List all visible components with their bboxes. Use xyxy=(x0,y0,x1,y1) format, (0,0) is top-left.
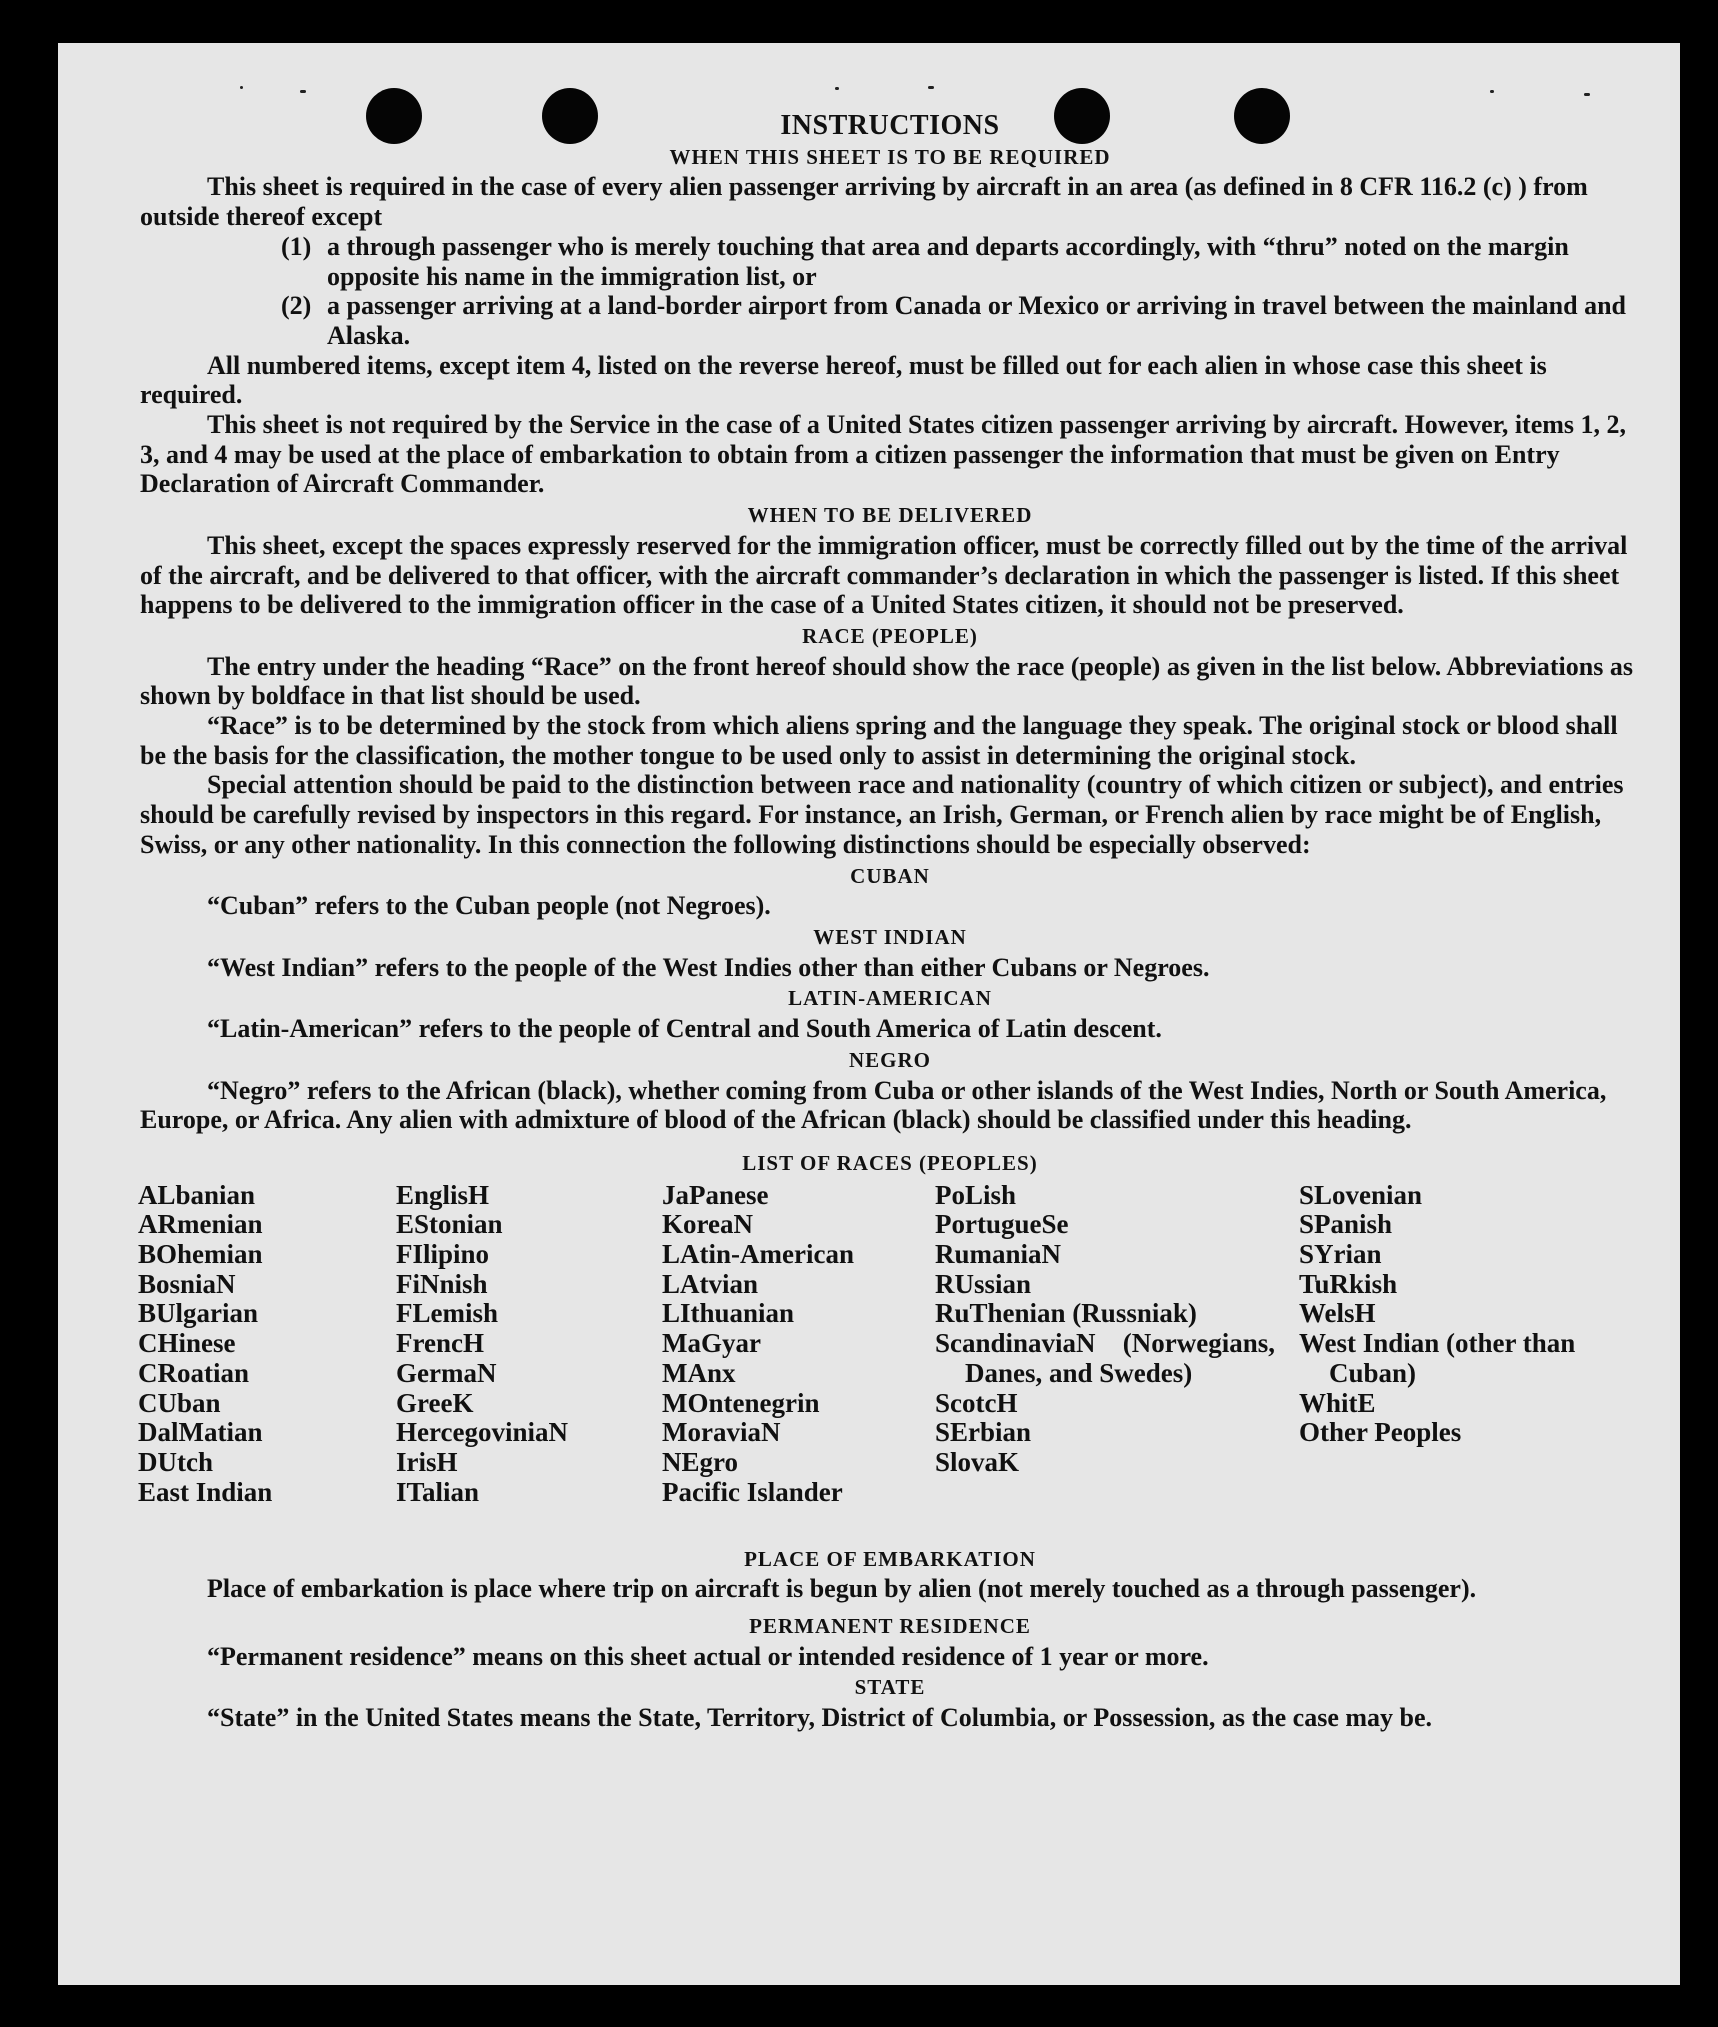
list-item xyxy=(140,291,1640,350)
speck xyxy=(240,86,243,89)
race-entry: ScandinaviaN (Norwegians, Danes, and Swedes) xyxy=(935,1328,1275,1388)
heading-race: RACE (PEOPLE) xyxy=(802,623,978,648)
race-entry: FLemish xyxy=(396,1298,499,1329)
race-entry: EnglisH xyxy=(396,1179,490,1210)
race-entry: PortugueSe xyxy=(935,1209,1069,1240)
paragraph: This sheet, except the spaces expressly reserved for the immigration officer, must be correctly filled out by the time of the arrival of the aircraft, and be delivered to that officer, with the aircraft commander’s declaration in which the passenger is listed. If this sheet happens to be delivered to the immigration officer in the case of a United States citizen, it should not be preserved. xyxy=(140,530,1628,620)
race-entry: BOhemian xyxy=(138,1239,263,1270)
race-column xyxy=(396,1181,568,1508)
race-entry: SLovenian xyxy=(1299,1179,1423,1210)
race-entry: GreeK xyxy=(396,1387,474,1418)
race-entry: LAtin-American xyxy=(662,1239,854,1270)
race-entry: FIlipino xyxy=(396,1239,490,1270)
race-entry: DalMatian xyxy=(138,1417,263,1448)
paragraph: “West Indian” refers to the people of the West Indies other than either Cubans or Negroes. xyxy=(207,952,1210,982)
race-entry: WelsH xyxy=(1299,1298,1376,1329)
item-number: (1) xyxy=(281,231,312,261)
heading-negro: NEGRO xyxy=(848,1047,931,1072)
race-entry: MOntenegrin xyxy=(662,1387,820,1418)
list-item xyxy=(140,232,1640,291)
instructions-text xyxy=(140,109,1640,1733)
heading-state: STATE xyxy=(854,1675,926,1700)
race-entry: RuThenian (Russniak) xyxy=(935,1298,1197,1329)
race-entry: CRoatian xyxy=(138,1357,250,1388)
paragraph: The entry under the heading “Race” on the front hereof should show the race (people) as given in the list below. Abbreviations as shown by boldface in that list should be used. xyxy=(140,651,1633,711)
race-list xyxy=(140,1181,1640,1543)
race-entry: SlovaK xyxy=(935,1446,1020,1477)
heading-latin-american: LATIN-AMERICAN xyxy=(788,986,992,1011)
race-entry: ScotcH xyxy=(935,1387,1018,1418)
item-text: a passenger arriving at a land-border airport from Canada or Mexico or arriving in travel between the mainland and Alaska. xyxy=(327,291,1626,350)
heading-permanent-residence: PERMANENT RESIDENCE xyxy=(749,1614,1031,1639)
page-title: INSTRUCTIONS xyxy=(780,110,1000,141)
paragraph: “Negro” refers to the African (black), whether coming from Cuba or other islands of the West Indies, North or South America, Europe, or Africa. Any alien with admixture of blood of the African (black) should be classified under this heading. xyxy=(140,1075,1607,1135)
race-entry: HercegoviniaN xyxy=(396,1417,568,1448)
speck xyxy=(300,90,306,93)
race-entry: IrisH xyxy=(396,1446,458,1477)
race-entry: WhitE xyxy=(1299,1387,1376,1418)
document-page xyxy=(58,43,1680,1985)
race-entry: LIthuanian xyxy=(662,1298,795,1329)
race-entry: RumaniaN xyxy=(935,1239,1062,1270)
paragraph: “Race” is to be determined by the stock from which aliens spring and the language they speak. The original stock or blood shall be the basis for the classification, the mother tongue to be used only to assist in determining the original stock. xyxy=(140,711,1618,770)
race-entry: Pacific Islander xyxy=(662,1476,843,1507)
race-entry: BUlgarian xyxy=(138,1298,259,1329)
race-column xyxy=(1299,1181,1599,1448)
race-entry: Other Peoples xyxy=(1299,1417,1462,1448)
speck xyxy=(835,87,839,90)
paragraph: All numbered items, except item 4, listed on the reverse hereof, must be filled out for each alien in whose case this sheet is required. xyxy=(140,350,1547,410)
speck xyxy=(928,86,934,89)
race-entry: KoreaN xyxy=(662,1209,753,1240)
paragraph: “Cuban” refers to the Cuban people (not Negroes). xyxy=(207,891,771,921)
race-entry: East Indian xyxy=(138,1476,273,1507)
heading-cuban: CUBAN xyxy=(850,863,930,888)
race-entry: JaPanese xyxy=(662,1179,769,1210)
race-entry: CUban xyxy=(138,1387,221,1418)
heading-when-delivered: WHEN TO BE DELIVERED xyxy=(747,503,1033,528)
paragraph: “State” in the United States means the State, Territory, District of Columbia, or Possession, as the case may be. xyxy=(207,1703,1433,1733)
race-column xyxy=(662,1181,854,1508)
paragraph: Special attention should be paid to the distinction between race and nationality (country of which citizen or subject), and entries should be carefully revised by inspectors in this regard. For instance, an Irish, German, or French alien by race might be of English, Swiss, or any other nationality. In this connection the following distinctions should be especially observed: xyxy=(140,770,1624,859)
item-text: a through passenger who is merely touching that area and departs accordingly, with “thru” noted on the margin opposite his name in the immigration list, or xyxy=(327,231,1569,291)
race-entry: ALbanian xyxy=(138,1179,256,1210)
speck xyxy=(1584,93,1590,96)
race-entry: PoLish xyxy=(935,1179,1017,1210)
race-entry: FrencH xyxy=(396,1328,484,1359)
race-entry: LAtvian xyxy=(662,1268,759,1299)
paragraph: Place of embarkation is place where trip on aircraft is begun by alien (not merely touched as a through passenger). xyxy=(207,1574,1477,1604)
race-entry: GermaN xyxy=(396,1357,497,1388)
heading-place-of-embarkation: PLACE OF EMBARKATION xyxy=(744,1546,1036,1571)
race-entry: SPanish xyxy=(1299,1209,1393,1240)
race-column xyxy=(935,1181,1275,1478)
race-column xyxy=(138,1181,272,1508)
race-entry: EStonian xyxy=(396,1209,503,1240)
race-entry: SYrian xyxy=(1299,1239,1382,1270)
race-entry: MoraviaN xyxy=(662,1417,781,1448)
race-entry: NEgro xyxy=(662,1446,739,1477)
race-entry: SErbian xyxy=(935,1417,1032,1448)
heading-when-required: WHEN THIS SHEET IS TO BE REQUIRED xyxy=(669,144,1111,169)
item-number: (2) xyxy=(281,291,312,321)
race-entry: West Indian (other than Cuban) xyxy=(1299,1328,1576,1388)
paragraph: “Permanent residence” means on this sheet actual or intended residence of 1 year or more. xyxy=(207,1641,1209,1671)
race-entry: FiNnish xyxy=(396,1268,488,1299)
race-entry: DUtch xyxy=(138,1446,213,1477)
race-entry: ARmenian xyxy=(138,1209,263,1240)
race-entry: ITalian xyxy=(396,1476,480,1507)
paragraph: This sheet is required in the case of every alien passenger arriving by aircraft in an area (as defined in 8 CFR 116.2 (c) ) from outside thereof except xyxy=(140,172,1588,232)
heading-west-indian: WEST INDIAN xyxy=(813,924,967,949)
race-entry: MaGyar xyxy=(662,1328,761,1359)
speck xyxy=(1490,90,1494,93)
heading-list-of-races: LIST OF RACES (PEOPLES) xyxy=(742,1150,1038,1175)
race-entry: CHinese xyxy=(138,1328,236,1359)
race-entry: BosniaN xyxy=(138,1268,236,1299)
race-entry: MAnx xyxy=(662,1357,736,1388)
race-entry: RUssian xyxy=(935,1268,1032,1299)
paragraph: This sheet is not required by the Service in the case of a United States citizen passenger arriving by aircraft. However, items 1, 2, 3, and 4 may be used at the place of embarkation to obtain from a citizen passenger the information that must be given on Entry Declaration of Aircraft Commander. xyxy=(140,410,1627,499)
paragraph: “Latin-American” refers to the people of Central and South America of Latin descent. xyxy=(207,1014,1162,1044)
race-entry: TuRkish xyxy=(1299,1268,1398,1299)
